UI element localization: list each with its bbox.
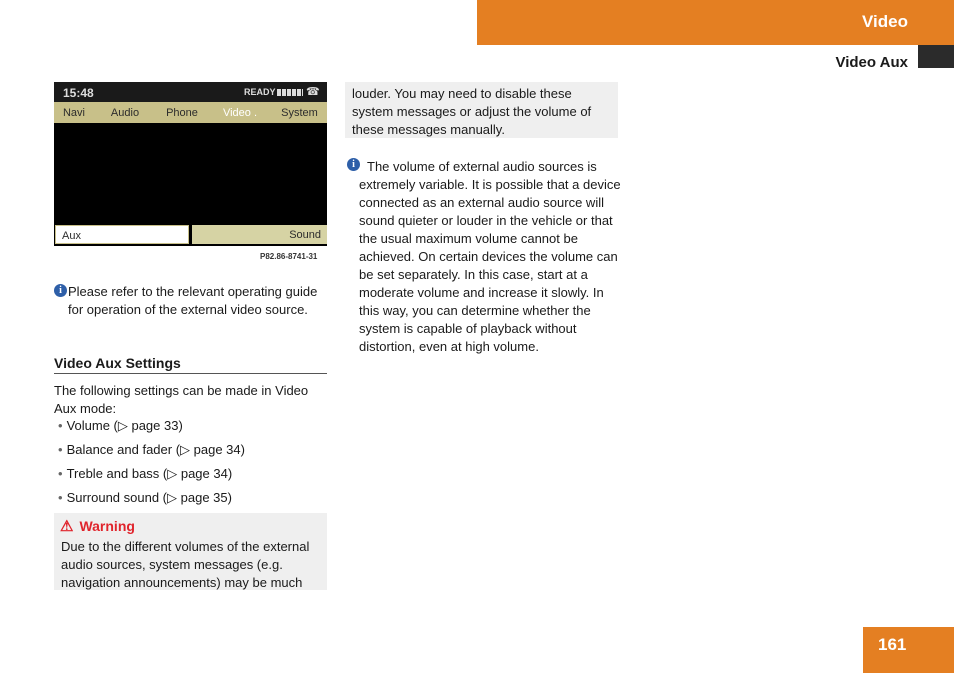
menu-item-video: Video . [222, 107, 258, 119]
device-screen-image [54, 82, 327, 246]
screen-clock: 15:48 [63, 86, 94, 100]
screen-status-bar [54, 82, 327, 102]
info-note-text: The volume of external audio sources is extremely variable. It is possible that a device connected as an external audio source will sound quieter or louder in the vehicle or that the usual maximum volume cannot be achieved. On certain devices the volume can be set separately. In this case, start at a moderate volume and increase it slowly. In this way, you can determine whether the system is capable of playback without distortion, even at high volume. [359, 159, 621, 354]
warning-heading: ⚠ Warning [60, 518, 135, 535]
list-item: • Treble and bass (▷ page 34) [58, 466, 233, 481]
page-number: 161 [878, 635, 907, 654]
section-title-video: Video [862, 12, 908, 31]
warning-triangle-icon: ⚠ [60, 518, 74, 535]
section-header-bar [477, 0, 954, 45]
menu-item-system: System [281, 107, 318, 119]
phone-handset-icon: ☎ [306, 86, 320, 98]
list-item: • Surround sound (▷ page 35) [58, 490, 232, 505]
signal-strength-icon [277, 89, 303, 96]
list-item: • Balance and fader (▷ page 34) [58, 442, 245, 457]
warning-box [54, 513, 327, 590]
page-number-box [863, 627, 954, 673]
warning-continuation-box [345, 82, 618, 138]
info-icon: i [347, 158, 360, 171]
menu-item-phone: Phone [166, 107, 198, 119]
figure-code: P82.86-8741-31 [260, 252, 318, 261]
section-tab-marker [918, 45, 954, 68]
bullet-icon: • [58, 442, 63, 457]
subsection-title: Video Aux [835, 54, 908, 71]
soft-key-sound: Sound [192, 225, 327, 244]
menu-item-audio: Audio [110, 107, 140, 119]
screen-status-text: READY [244, 87, 276, 97]
settings-list [58, 418, 245, 514]
menu-item-navi: Navi [62, 107, 85, 119]
bullet-icon: • [58, 466, 63, 481]
bullet-icon: • [58, 490, 63, 505]
info-icon: i [54, 284, 67, 297]
soft-key-aux: Aux [55, 225, 189, 244]
screen-video-area [54, 123, 327, 224]
list-item: • Volume (▷ page 33) [58, 418, 183, 433]
bullet-icon: • [58, 418, 63, 433]
intro-paragraph: The following settings can be made in Video Aux mode: [54, 383, 309, 416]
warning-text: Due to the different volumes of the external audio sources, system messages (e.g. navigation announcements) may be much [61, 539, 310, 590]
warning-continuation-text: louder. You may need to disable these system messages or adjust the volume of these messages manually. [352, 86, 592, 137]
screen-menu-bar [54, 102, 327, 123]
section-heading: Video Aux Settings [54, 355, 327, 374]
info-note-text: Please refer to the relevant operating guide for operation of the external video source. [68, 284, 318, 317]
